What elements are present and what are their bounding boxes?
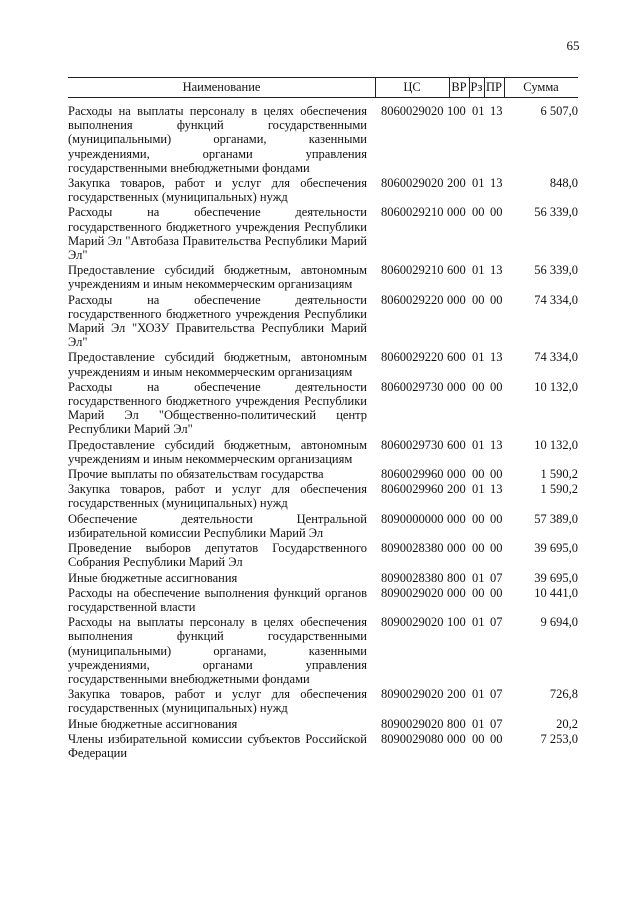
row-sum: 10 132,0	[534, 437, 578, 452]
table-row	[68, 350, 578, 378]
row-cs: 8090000000	[381, 511, 444, 526]
row-cs: 8060029730	[381, 379, 444, 394]
row-vr: 000	[447, 731, 466, 746]
row-pr: 13	[490, 176, 503, 191]
row-vr: 000	[447, 379, 466, 394]
row-rz: 00	[472, 205, 485, 220]
table-row	[68, 541, 578, 569]
row-name: Закупка товаров, работ и услуг для обеспечения государственных (муниципальных) нужд	[68, 687, 367, 716]
row-name: Иные бюджетные ассигнования	[68, 716, 238, 731]
row-pr: 07	[490, 570, 503, 585]
row-sum: 1 590,2	[540, 467, 578, 482]
row-rz: 01	[472, 570, 485, 585]
row-name: Предоставление субсидий бюджетным, автономным учреждениям и иным некоммерческим организациям	[68, 437, 367, 466]
row-cs: 8090029020	[381, 687, 444, 702]
table-row	[68, 687, 578, 715]
table-row	[68, 571, 578, 585]
row-vr: 100	[447, 615, 466, 630]
row-sum: 56 339,0	[534, 205, 578, 220]
row-sum: 39 695,0	[534, 541, 578, 556]
row-name: Предоставление субсидий бюджетным, автономным учреждениям и иным некоммерческим организациям	[68, 350, 367, 379]
row-sum: 726,8	[549, 687, 578, 702]
row-name: Расходы на обеспечение деятельности государственного бюджетного учреждения Республики Марий Эл "Автобаза Правительства Республики Марий Эл"	[68, 205, 367, 263]
table-row	[68, 717, 578, 731]
row-name: Закупка товаров, работ и услуг для обеспечения государственных (муниципальных) нужд	[68, 482, 367, 511]
row-name: Обеспечение деятельности Центральной избирательной комиссии Республики Марий Эл	[68, 511, 367, 540]
row-rz: 00	[472, 379, 485, 394]
header-cs: ЦС	[375, 78, 450, 97]
row-rz: 00	[472, 467, 485, 482]
row-pr: 00	[490, 731, 503, 746]
table-row	[68, 380, 578, 437]
row-vr: 600	[447, 263, 466, 278]
row-cs: 8090029020	[381, 716, 444, 731]
table-row	[68, 482, 578, 510]
row-cs: 8090028380	[381, 541, 444, 556]
header-sum: Сумма	[523, 80, 559, 94]
row-vr: 800	[447, 716, 466, 731]
row-vr: 200	[447, 176, 466, 191]
row-cs: 8060029960	[381, 482, 444, 497]
row-cs: 8060029210	[381, 205, 444, 220]
table-row	[68, 293, 578, 350]
table-row	[68, 205, 578, 262]
row-rz: 01	[472, 263, 485, 278]
row-name: Закупка товаров, работ и услуг для обеспечения государственных (муниципальных) нужд	[68, 176, 367, 205]
table-row	[68, 263, 578, 291]
row-vr: 000	[447, 511, 466, 526]
row-sum: 848,0	[549, 176, 578, 191]
row-sum: 39 695,0	[534, 570, 578, 585]
row-vr: 000	[447, 585, 466, 600]
row-name: Расходы на обеспечение деятельности государственного бюджетного учреждения Республики Марий Эл "ХОЗУ Правительства Республики Марий Эл"	[68, 292, 367, 350]
row-name: Иные бюджетные ассигнования	[68, 570, 238, 585]
row-cs: 8090029020	[381, 615, 444, 630]
row-pr: 00	[490, 205, 503, 220]
row-sum: 74 334,0	[534, 350, 578, 365]
row-rz: 00	[472, 541, 485, 556]
row-cs: 8090029080	[381, 731, 444, 746]
row-pr: 13	[490, 350, 503, 365]
row-rz: 00	[472, 731, 485, 746]
row-rz: 00	[472, 292, 485, 307]
row-vr: 200	[447, 687, 466, 702]
row-rz: 00	[472, 511, 485, 526]
row-vr: 600	[447, 437, 466, 452]
row-rz: 01	[472, 482, 485, 497]
row-rz: 00	[472, 585, 485, 600]
table-header	[68, 77, 578, 98]
row-sum: 9 694,0	[540, 615, 578, 630]
row-cs: 8090029020	[381, 585, 444, 600]
header-vr: ВР	[449, 78, 470, 97]
table-body	[68, 104, 578, 760]
row-sum: 56 339,0	[534, 263, 578, 278]
table-row	[68, 467, 578, 481]
row-name: Расходы на обеспечение деятельности государственного бюджетного учреждения Республики Марий Эл "Общественно-политический центр Республики Марий Эл"	[68, 379, 367, 437]
row-sum: 10 132,0	[534, 379, 578, 394]
row-rz: 01	[472, 350, 485, 365]
row-rz: 01	[472, 687, 485, 702]
row-name: Расходы на обеспечение выполнения функций органов государственной власти	[68, 585, 367, 614]
row-name: Предоставление субсидий бюджетным, автономным учреждениям и иным некоммерческим организациям	[68, 263, 367, 292]
table-row	[68, 176, 578, 204]
row-vr: 000	[447, 292, 466, 307]
row-sum: 1 590,2	[540, 482, 578, 497]
row-vr: 200	[447, 482, 466, 497]
header-rz: Рз	[469, 78, 485, 97]
row-name: Расходы на выплаты персоналу в целях обеспечения выполнения функций государственными (муниципальными) органами, казенными учреждениями, органами управления государственными внебюджетными фондами	[68, 615, 367, 686]
row-vr: 000	[447, 467, 466, 482]
row-vr: 000	[447, 205, 466, 220]
row-rz: 01	[472, 104, 485, 118]
row-cs: 8060029020	[381, 104, 444, 118]
row-sum: 6 507,0	[540, 104, 578, 118]
table-row	[68, 586, 578, 614]
row-pr: 13	[490, 482, 503, 497]
row-sum: 57 389,0	[534, 511, 578, 526]
header-name: Наименование	[68, 78, 376, 97]
row-pr: 00	[490, 292, 503, 307]
row-pr: 07	[490, 716, 503, 731]
row-vr: 100	[447, 104, 466, 118]
row-sum: 20,2	[556, 716, 578, 731]
row-vr: 800	[447, 570, 466, 585]
row-cs: 8060029210	[381, 263, 444, 278]
header-pr: ПР	[484, 78, 505, 97]
page-number: 65	[566, 38, 580, 53]
table-row	[68, 104, 578, 175]
table-row	[68, 512, 578, 540]
row-vr: 000	[447, 541, 466, 556]
row-name: Члены избирательной комиссии субъектов Российской Федерации	[68, 731, 367, 760]
row-rz: 01	[472, 615, 485, 630]
row-name: Проведение выборов депутатов Государственного Собрания Республики Марий Эл	[68, 541, 367, 570]
row-pr: 00	[490, 511, 503, 526]
row-pr: 13	[490, 104, 503, 118]
row-pr: 00	[490, 541, 503, 556]
row-pr: 00	[490, 379, 503, 394]
row-rz: 01	[472, 437, 485, 452]
row-pr: 00	[490, 467, 503, 482]
row-pr: 13	[490, 437, 503, 452]
row-vr: 600	[447, 350, 466, 365]
row-sum: 10 441,0	[534, 585, 578, 600]
row-rz: 01	[472, 176, 485, 191]
table-row	[68, 438, 578, 466]
table-row	[68, 732, 578, 760]
row-cs: 8060029220	[381, 350, 444, 365]
row-pr: 00	[490, 585, 503, 600]
row-rz: 01	[472, 716, 485, 731]
row-cs: 8060029220	[381, 292, 444, 307]
row-pr: 07	[490, 687, 503, 702]
row-cs: 8090028380	[381, 570, 444, 585]
row-pr: 13	[490, 263, 503, 278]
row-pr: 07	[490, 615, 503, 630]
row-sum: 74 334,0	[534, 292, 578, 307]
row-sum: 7 253,0	[540, 731, 578, 746]
row-name: Расходы на выплаты персоналу в целях обеспечения выполнения функций государственными (муниципальными) органами, казенными учреждениями, органами управления государственными внебюджетными фондами	[68, 104, 367, 175]
row-cs: 8060029730	[381, 437, 444, 452]
table-row	[68, 615, 578, 686]
row-cs: 8060029960	[381, 467, 444, 482]
row-name: Прочие выплаты по обязательствам государства	[68, 467, 324, 482]
row-cs: 8060029020	[381, 176, 444, 191]
